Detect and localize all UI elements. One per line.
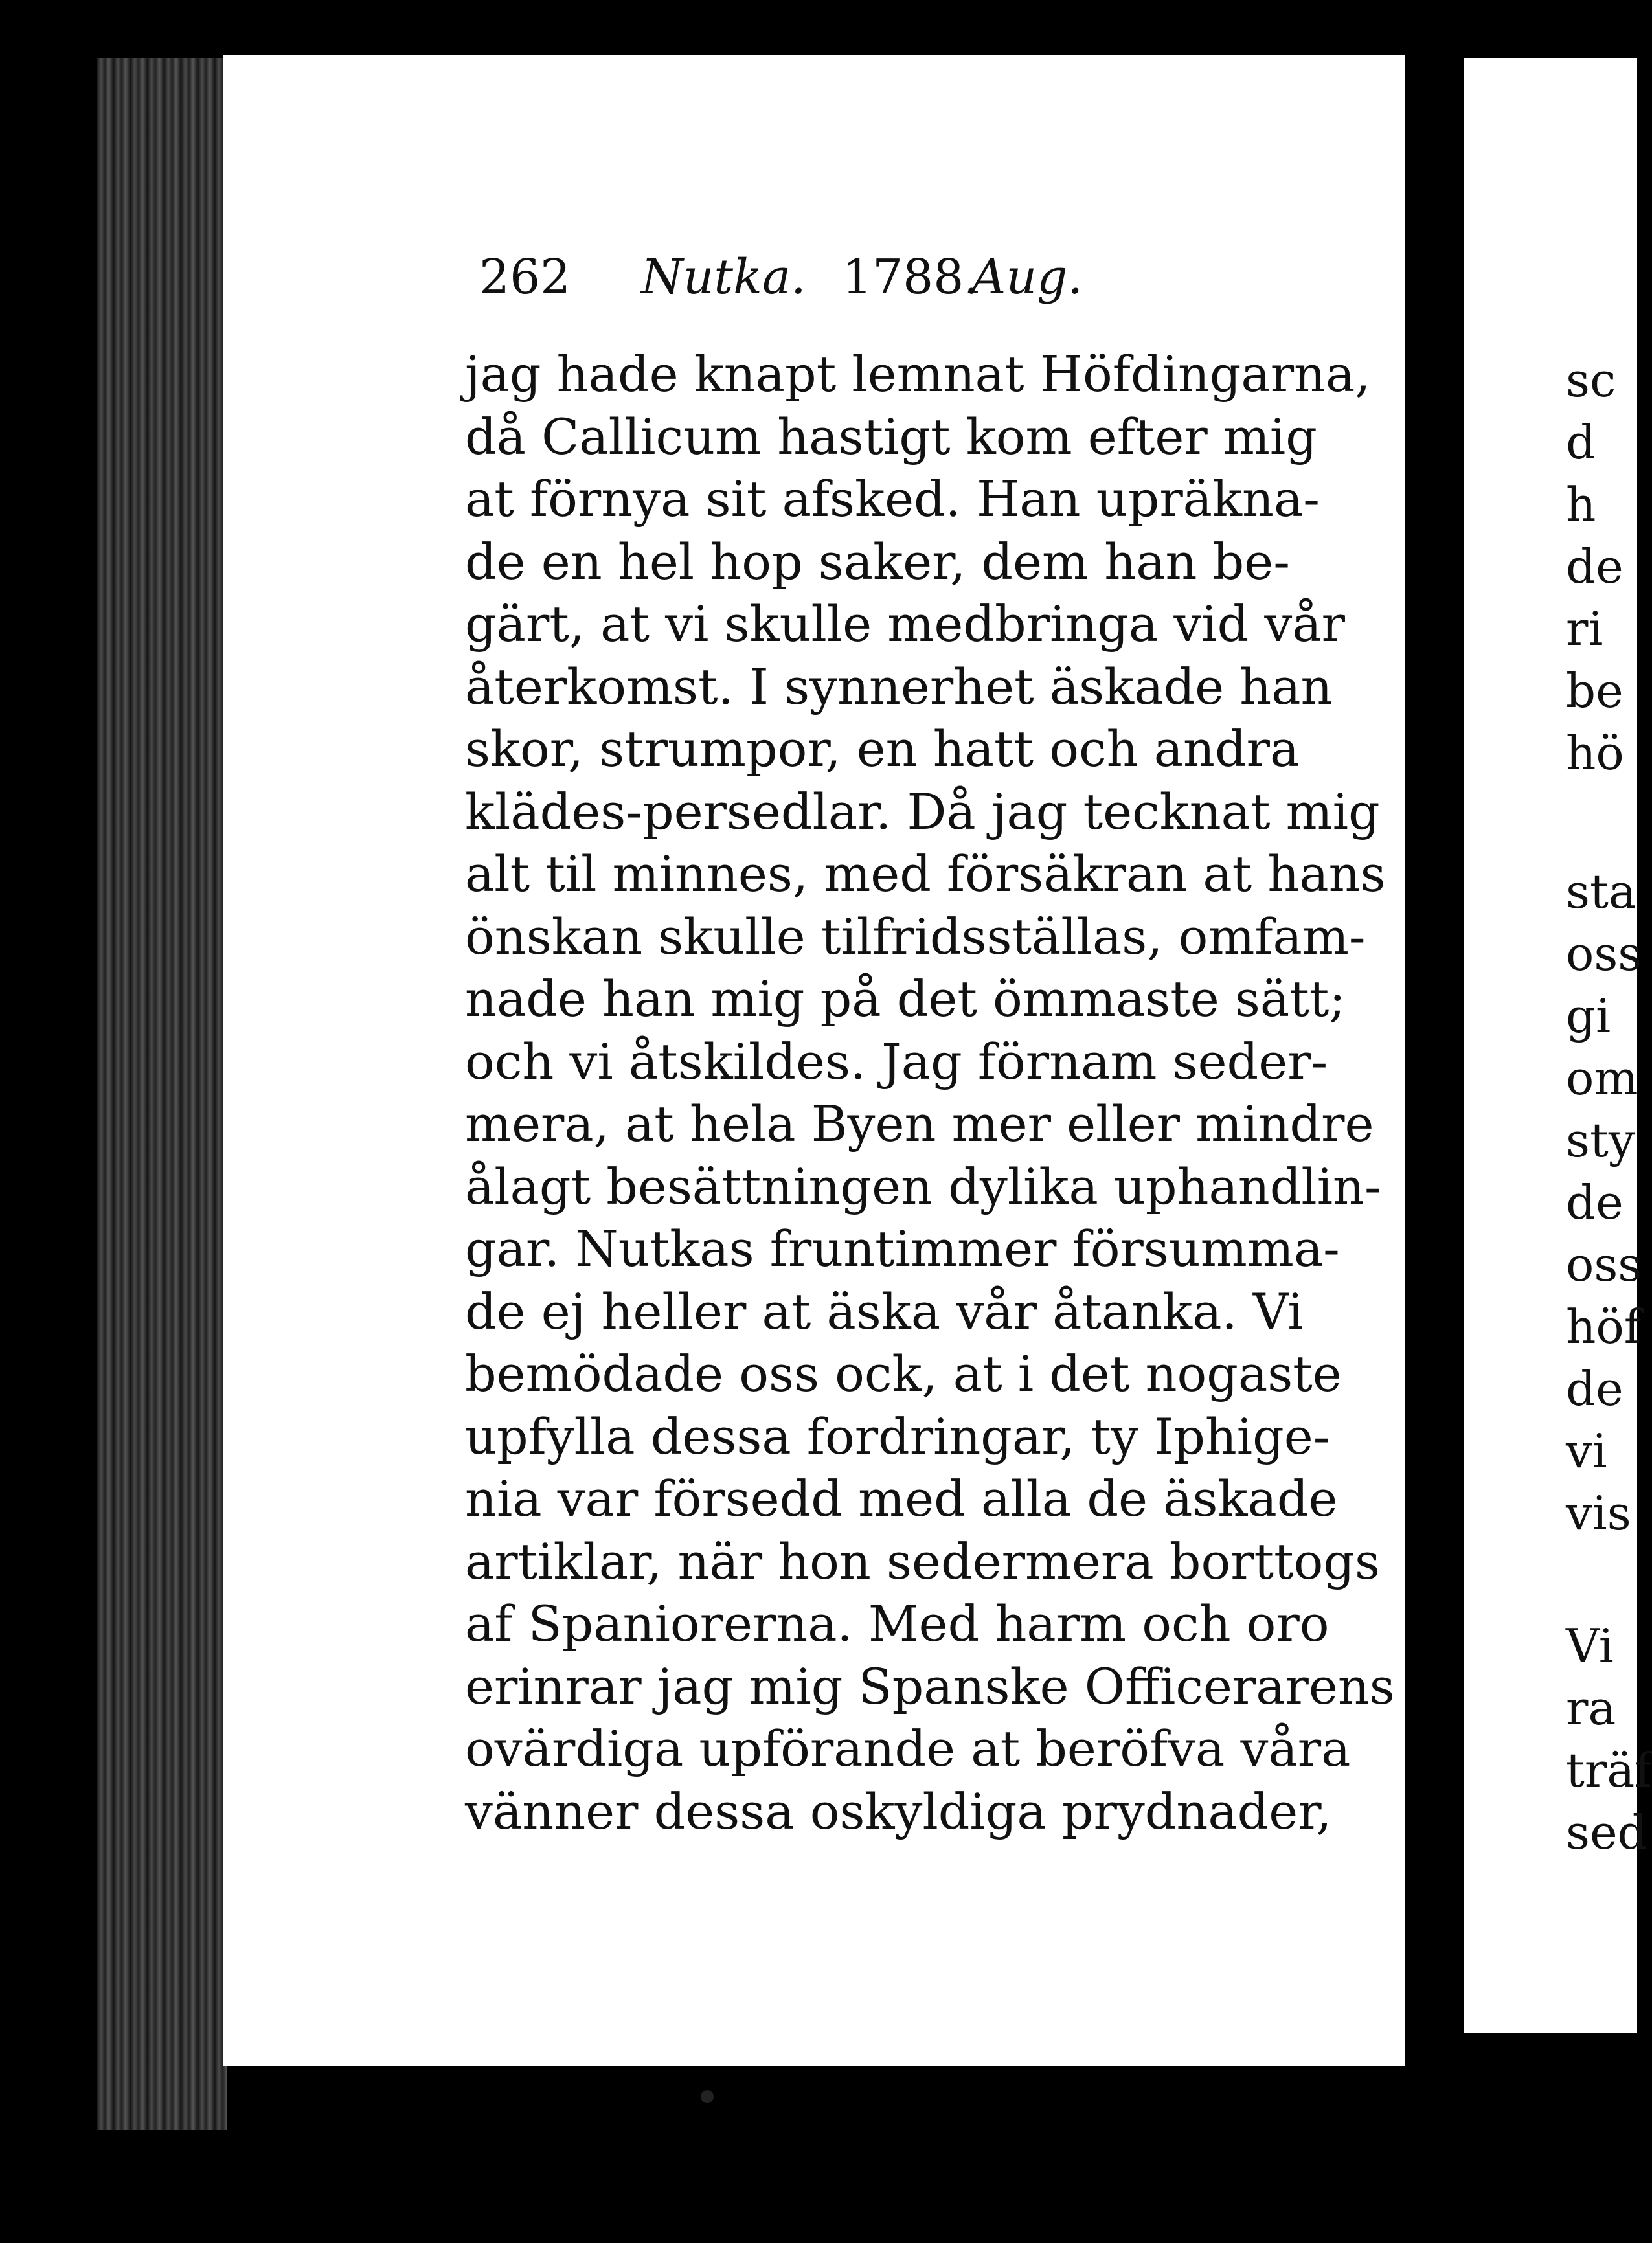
text-line: ålagt besättningen dylika uphandlin- — [465, 1157, 1381, 1215]
ink-spot — [701, 2090, 714, 2103]
right-fragment: oss — [1566, 1237, 1642, 1292]
text-line: upfylla dessa fordringar, ty Iphige- — [465, 1407, 1330, 1465]
right-fragment: de — [1566, 1362, 1624, 1416]
book-spine — [97, 58, 227, 2130]
text-line: återkomst. I synnerhet äskade han — [465, 657, 1333, 716]
text-line: at förnya sit afsked. Han upräkna- — [465, 470, 1320, 528]
header-year: 1788. — [842, 249, 979, 305]
right-fragment: vi — [1566, 1424, 1607, 1478]
right-fragment: hö — [1566, 726, 1624, 780]
text-line: nade han mig på det ömmaste sätt; — [465, 970, 1346, 1028]
text-line: vänner dessa oskyldiga prydnader, — [465, 1782, 1332, 1840]
text-line: af Spaniorerna. Med harm och oro — [465, 1595, 1330, 1652]
text-line: mera, at hela Byen mer eller mindre — [465, 1095, 1374, 1153]
right-fragment: h — [1566, 477, 1596, 532]
right-fragment: ri — [1566, 602, 1603, 656]
text-line: artiklar, när hon sedermera borttogs — [465, 1532, 1381, 1590]
text-line: de en hel hop saker, dem han be- — [465, 532, 1290, 591]
right-fragment: om — [1566, 1051, 1638, 1105]
right-fragment: vis — [1566, 1486, 1631, 1540]
right-fragment: Vi — [1566, 1619, 1614, 1673]
right-fragment: de — [1566, 539, 1624, 594]
text-line: önskan skulle tilfridsställas, omfam- — [465, 907, 1366, 965]
text-line: gärt, at vi skulle medbringa vid vår — [465, 595, 1345, 653]
text-line: klädes-persedlar. Då jag tecknat mig — [465, 782, 1380, 840]
right-fragment: sc — [1566, 353, 1616, 407]
text-line: gar. Nutkas fruntimmer försumma- — [465, 1220, 1340, 1278]
text-line: nia var försedd med alla de äskade — [465, 1470, 1338, 1527]
text-line: och vi åtskildes. Jag förnam seder- — [465, 1032, 1328, 1090]
right-fragment: träf — [1566, 1743, 1652, 1798]
right-fragment: d — [1566, 415, 1596, 469]
right-fragment: sty — [1566, 1113, 1635, 1167]
text-line: skor, strumpor, en hatt och andra — [465, 720, 1300, 778]
text-line: alt til minnes, med försäkran at hans — [465, 845, 1386, 903]
right-fragment: gi — [1566, 989, 1611, 1043]
header-place: Nutka. — [641, 249, 806, 305]
body-text — [465, 343, 1395, 1843]
text-line: bemödade oss ock, at i det nogaste — [465, 1345, 1342, 1403]
right-fragment: de — [1566, 1175, 1624, 1230]
right-page-text — [1566, 353, 1652, 1985]
text-line: då Callicum hastigt kom efter mig — [465, 407, 1317, 466]
right-fragment: oss — [1566, 927, 1642, 981]
text-line: jag hade knapt lemnat Höfdingarna, — [465, 345, 1371, 403]
right-fragment: be — [1566, 664, 1624, 718]
header-month: Aug. — [971, 249, 1083, 305]
text-line: ovärdiga upförande at beröfva våra — [465, 1720, 1351, 1777]
running-header — [479, 243, 1127, 321]
right-fragment: sta — [1566, 864, 1636, 919]
text-line: de ej heller at äska vår åtanka. Vi — [465, 1282, 1304, 1340]
text-line: erinrar jag mig Spanske Officerarens — [465, 1657, 1395, 1715]
right-fragment: sed — [1566, 1805, 1647, 1860]
right-fragment: höf — [1566, 1300, 1642, 1354]
right-fragment: ra — [1566, 1681, 1616, 1735]
page-number: 262 — [479, 249, 571, 305]
